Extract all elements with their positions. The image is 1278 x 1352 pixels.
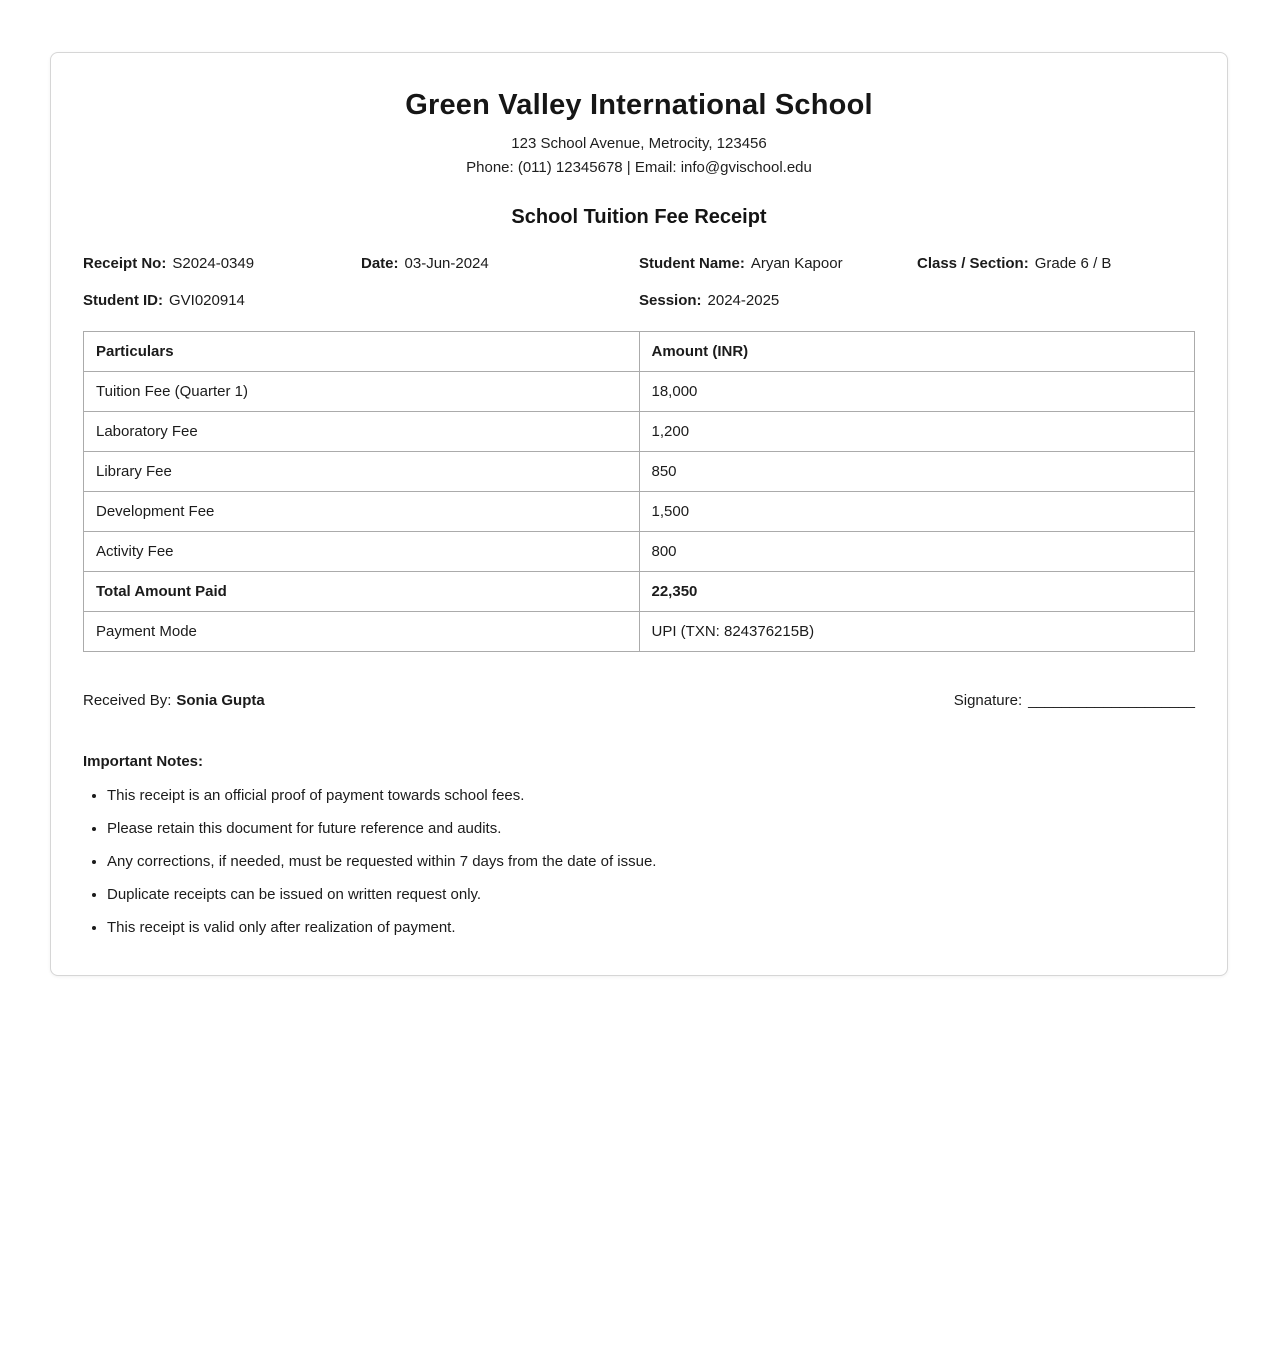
table-row [84, 412, 1195, 452]
field-student-id-label: Student ID: [83, 292, 163, 309]
cell-particular: Activity Fee [84, 532, 640, 572]
cell-particular: Tuition Fee (Quarter 1) [84, 372, 640, 412]
important-notes [83, 753, 1195, 937]
field-date [361, 255, 639, 272]
receipt-title: School Tuition Fee Receipt [511, 206, 767, 228]
table-row-total [84, 572, 1195, 612]
cell-particular-total: Total Amount Paid [84, 572, 640, 612]
cell-particular: Laboratory Fee [84, 412, 640, 452]
school-address: 123 School Avenue, Metrocity, 123456 [511, 135, 767, 152]
cell-amount: 1,200 [639, 412, 1195, 452]
school-name: Green Valley International School [405, 89, 873, 121]
signature [954, 692, 1195, 709]
field-session-label: Session: [639, 292, 702, 309]
field-student-name-value: Aryan Kapoor [750, 255, 843, 272]
cell-amount: 1,500 [639, 492, 1195, 532]
header-amount: Amount (INR) [639, 332, 1195, 372]
received-by-value: Sonia Gupta [176, 692, 265, 709]
signature-line: ____________________ [1028, 692, 1195, 709]
cell-amount-total: 22,350 [639, 572, 1195, 612]
header-particulars: Particulars [84, 332, 640, 372]
list-item: • This receipt is an official proof of payment towards school fees. [107, 786, 1195, 805]
field-receipt-no [83, 255, 361, 272]
field-receipt-no-label: Receipt No: [83, 255, 167, 272]
cell-particular: Library Fee [84, 452, 640, 492]
field-student-id [83, 292, 361, 309]
field-date-value: 03-Jun-2024 [404, 255, 489, 272]
fee-table-header-row [84, 332, 1195, 372]
field-student-name [639, 255, 917, 272]
received-by [83, 692, 265, 709]
receipt-card [50, 52, 1228, 976]
table-row [84, 532, 1195, 572]
table-row [84, 372, 1195, 412]
school-header [83, 89, 1195, 180]
signature-label: Signature: [953, 692, 1023, 709]
list-item: • This receipt is valid only after realization of payment. [107, 918, 1195, 937]
field-student-id-value: GVI020914 [169, 292, 245, 309]
table-row [84, 492, 1195, 532]
notes-list [83, 786, 1195, 937]
table-row-payment-mode [84, 612, 1195, 652]
notes-heading: Important Notes: [83, 753, 203, 770]
cell-amount: 850 [639, 452, 1195, 492]
school-contact: Phone: (011) 12345678 | Email: info@gvischool.edu [466, 159, 812, 176]
list-item: • Please retain this document for future reference and audits. [107, 819, 1195, 838]
field-receipt-no-value: S2024-0349 [172, 255, 255, 272]
cell-amount: 800 [639, 532, 1195, 572]
received-by-label: Received By: [83, 692, 172, 709]
cell-amount: UPI (TXN: 824376215B) [639, 612, 1195, 652]
list-item: • Duplicate receipts can be issued on written request only. [107, 885, 1195, 904]
table-row [84, 452, 1195, 492]
field-class-section-value: Grade 6 / B [1034, 255, 1112, 272]
field-class-section-label: Class / Section: [917, 255, 1029, 272]
cell-particular: Development Fee [84, 492, 640, 532]
field-student-name-label: Student Name: [639, 255, 745, 272]
cell-particular: Payment Mode [84, 612, 640, 652]
list-item: • Any corrections, if needed, must be requested within 7 days from the date of issue. [107, 852, 1195, 871]
fee-table [83, 331, 1195, 652]
field-session-value: 2024-2025 [707, 292, 780, 309]
field-class-section [917, 255, 1195, 272]
receipt-info-grid [83, 255, 1195, 309]
footer-row [83, 692, 1195, 709]
cell-amount: 18,000 [639, 372, 1195, 412]
field-session [639, 292, 917, 309]
field-date-label: Date: [361, 255, 399, 272]
